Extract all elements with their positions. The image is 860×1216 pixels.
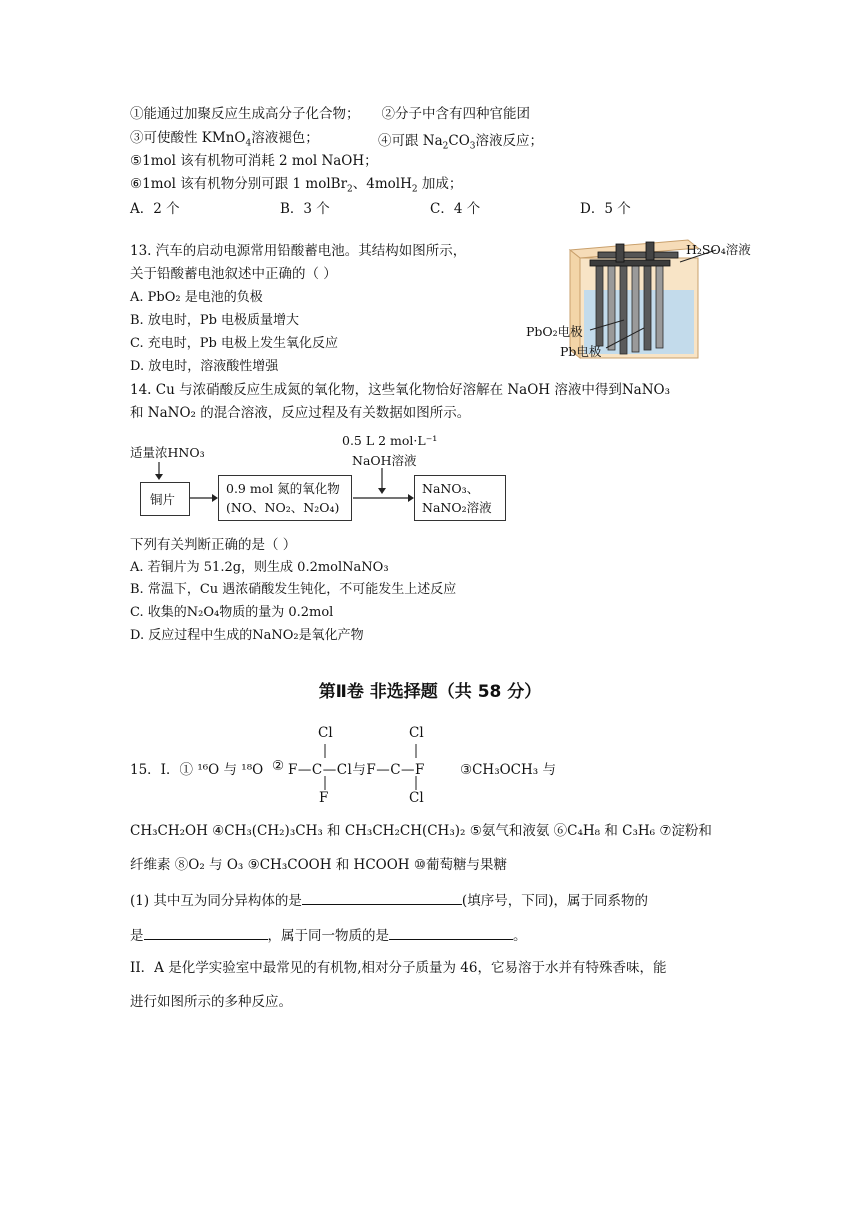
figure-label-h2so4: H₂SO₄溶液 — [686, 242, 751, 257]
flow-label-naoh: NaOH溶液 — [352, 453, 417, 468]
q14-option-c: C. 收集的N₂O₄物质的量为 0.2mol — [130, 605, 334, 620]
q12-option-d: D．5 个 — [580, 201, 631, 217]
q12-option-a: A．2 个 — [130, 201, 180, 217]
flow-box-oxides-line2: (NO、NO₂、N₂O₄) — [226, 500, 340, 515]
q13-stem-1: 13. 汽车的启动电源常用铅酸蓄电池。其结构如图所示， — [130, 243, 467, 259]
q14-option-b: B. 常温下，Cu 遇浓硝酸发生钝化，不可能发生上述反应 — [130, 582, 457, 597]
answer-blank-isomers[interactable] — [302, 890, 462, 905]
struct-bonds — [300, 738, 450, 794]
q15-part2-line1: II．A 是化学实验室中最常见的有机物,相对分子质量为 46，它易溶于水并有特殊香味，能 — [130, 960, 667, 976]
q15-prefix: 15．I．① ¹⁶O 与 ¹⁸O — [130, 762, 264, 778]
q15-question-1-line1: (1) 其中互为同分异构体的是 (填序号，下同)，属于同系物的 — [130, 890, 648, 910]
struct-bottom-cl-2: Cl — [409, 790, 424, 806]
answer-blank-same-substance[interactable] — [389, 925, 513, 940]
struct-top-cl-2: Cl — [409, 725, 424, 741]
q13-stem-2: 关于铅酸蓄电池叙述中正确的（ ） — [130, 266, 337, 282]
q12-option-c: C．4 个 — [430, 201, 481, 217]
q12-option-b: B．3 个 — [280, 201, 330, 217]
figure-label-pb: Pb电极 — [560, 344, 602, 359]
q14-option-a: A. 若铜片为 51.2g，则生成 0.2molNaNO₃ — [130, 560, 389, 575]
flow-box-products-line2: NaNO₂溶液 — [422, 500, 492, 515]
answer-blank-homologs[interactable] — [144, 925, 268, 940]
section-title: 第Ⅱ卷 非选择题（共 58 分） — [318, 682, 542, 702]
q12-statement-4: ④可跟 $Na_2CO_3$溶液反应； — [378, 133, 544, 152]
q15-part2-line2: 进行如图所示的多种反应。 — [130, 994, 292, 1010]
flow-box-oxides-line1: 0.9 mol 氮的氧化物 — [226, 481, 340, 496]
struct-row: F—C—Cl与F—C—F — [288, 762, 425, 778]
q15-question-1-line2: 是 ，属于同一物质的是 。 — [130, 925, 527, 945]
q13-option-d: D. 放电时，溶液酸性增强 — [130, 359, 279, 374]
q15-isotopes: ¹⁶O 与 ¹⁸O — [197, 762, 264, 778]
struct-bottom-f-1: F — [319, 790, 329, 806]
q15-line-3: 纤维素 ⑧O₂ 与 O₃ ⑨CH₃COOH 和 HCOOH ⑩葡萄糖与果糖 — [130, 857, 507, 873]
flow-label-hno3: 适量浓HNO₃ — [130, 445, 205, 460]
q15-line-2: CH₃CH₂OH ④CH₃(CH₂)₃CH₃ 和 CH₃CH₂CH(CH₃)₂ ⑤氨气和液氨 ⑥C₄H₈ 和 C₃H₆ ⑦淀粉和 — [130, 823, 712, 839]
flow-box-products-line1: NaNO₃、 — [422, 481, 480, 496]
struct-top-cl-1: Cl — [318, 725, 333, 741]
flow-box-copper-label: 铜片 — [150, 492, 176, 507]
q15-item-2: ② — [272, 758, 285, 774]
q12-statement-5: ⑤1mol 该有机物可消耗 2 mol NaOH； — [130, 153, 378, 169]
q12-statement-6: ⑥1mol 该有机物分别可跟 1 molBr$_2$、4molH$_2$ 加成； — [130, 176, 463, 195]
q14-stem-2: 和 NaNO₂ 的混合溶液，反应过程及有关数据如图所示。 — [130, 405, 471, 421]
figure-label-pbo2: PbO₂电极 — [526, 324, 583, 339]
q12-statement-1: ①能通过加聚反应生成高分子化合物； ②分子中含有四种官能团 — [130, 106, 530, 122]
q12-statement-3: ③可使酸性 KMnO$_4$溶液褪色； — [130, 130, 319, 149]
q13-option-a: A. PbO₂ 是电池的负极 — [130, 290, 263, 305]
q14-stem-1: 14. Cu 与浓硝酸反应生成氮的氧化物，这些氧化物恰好溶解在 NaOH 溶液中得到NaNO₃ — [130, 382, 671, 398]
q15-item-3: ③CH₃OCH₃ 与 — [460, 762, 556, 778]
q14-option-d: D. 反应过程中生成的NaNO₂是氧化产物 — [130, 628, 364, 643]
flow-label-naoh-amount: 0.5 L 2 mol·L⁻¹ — [342, 433, 438, 448]
q14-question: 下列有关判断正确的是（ ） — [130, 537, 297, 553]
q13-option-c: C. 充电时，Pb 电极上发生氧化反应 — [130, 336, 338, 351]
q13-option-b: B. 放电时，Pb 电极质量增大 — [130, 313, 300, 328]
